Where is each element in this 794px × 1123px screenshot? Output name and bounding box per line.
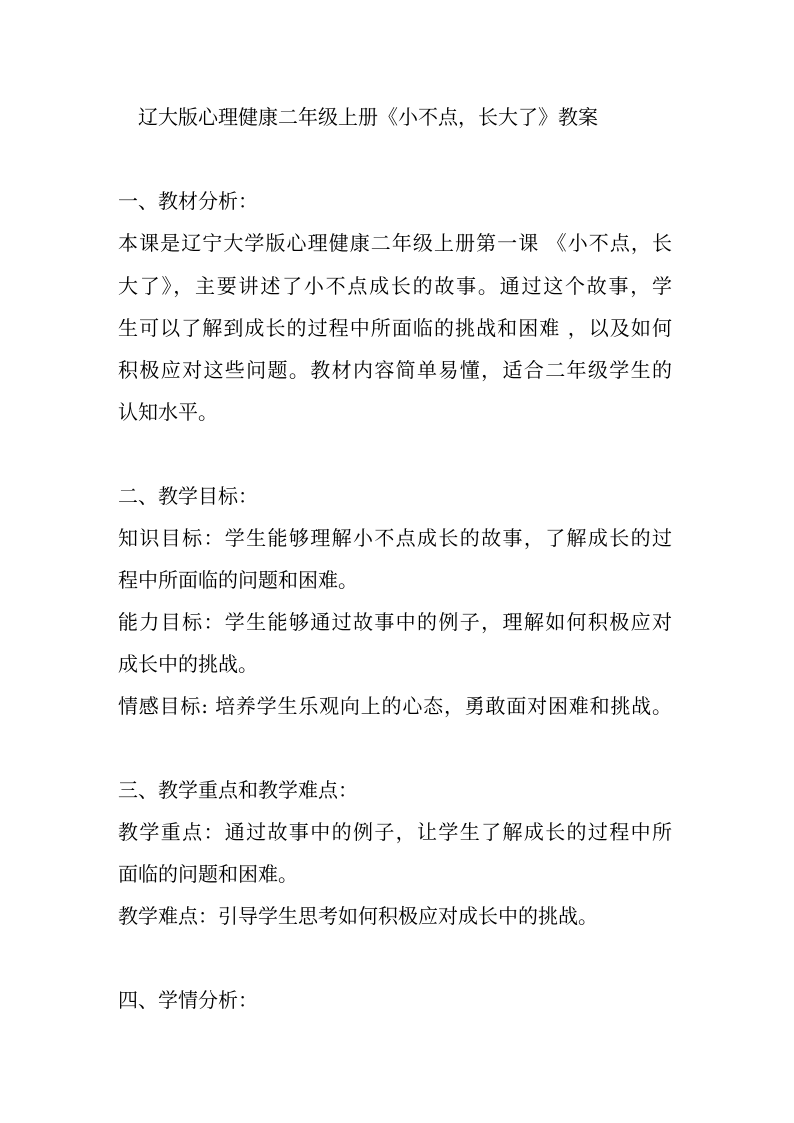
paragraph-line: 知识目标：学生能够理解小不点成长的故事，了解成长的过 <box>118 526 672 550</box>
paragraph-line: 大了》，主要讲述了小不点成长的故事。通过这个故事，学 <box>118 274 672 298</box>
section-heading-key-points: 三、教学重点和教学难点： <box>118 778 358 802</box>
paragraph-line: 教学重点：通过故事中的例子，让学生了解成长的过程中所 <box>118 820 672 844</box>
paragraph-line: 能力目标：学生能够通过故事中的例子，理解如何积极应对 <box>118 610 672 634</box>
paragraph-line: 教学难点：引导学生思考如何积极应对成长中的挑战。 <box>118 904 598 928</box>
paragraph-line: 本课是辽宁大学版心理健康二年级上册第一课 《小不点，长 <box>118 231 672 255</box>
paragraph-line: 积极应对这些问题。教材内容简单易懂，适合二年级学生的 <box>118 358 672 382</box>
paragraph-line: 面临的问题和困难。 <box>118 862 298 886</box>
section-heading-objectives: 二、教学目标： <box>118 484 258 508</box>
paragraph-line: 情感目标: 培养学生乐观向上的心态，勇敢面对困难和挑战。 <box>118 694 672 718</box>
document-title: 辽大版心理健康二年级上册《小不点，长大了》教案 <box>138 105 598 129</box>
paragraph-line: 生可以了解到成长的过程中所面临的挑战和困难 ，以及如何 <box>118 316 672 340</box>
section-heading-student-analysis: 四、学情分析： <box>118 988 258 1012</box>
paragraph-line: 程中所面临的问题和困难。 <box>118 568 358 592</box>
section-heading-materials: 一、教材分析： <box>118 189 258 213</box>
paragraph-line: 成长中的挑战。 <box>118 652 258 676</box>
paragraph-line: 认知水平。 <box>118 400 218 424</box>
